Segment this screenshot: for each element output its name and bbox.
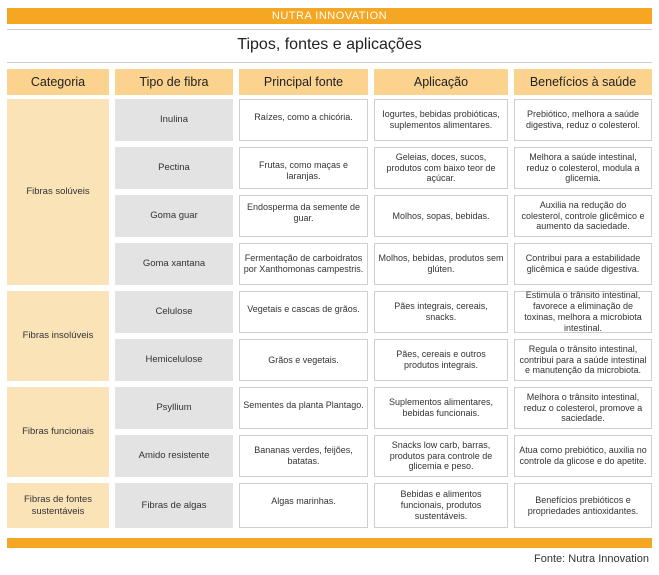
category-fibras-insoluveis: Fibras insolúveis [7, 291, 109, 381]
source-cell: Grãos e vegetais. [239, 339, 368, 381]
source-cell: Vegetais e cascas de grãos. [239, 291, 368, 333]
fiber-type-cell: Fibras de algas [115, 483, 233, 528]
source-cell: Frutas, como maças e laranjas. [239, 147, 368, 189]
fiber-type-cell: Goma xantana [115, 243, 233, 285]
source-cell: Sementes da planta Plantago. [239, 387, 368, 429]
category-fibras-sustentaveis: Fibras de fontes sustentáveis [7, 483, 109, 528]
fiber-type-cell: Celulose [115, 291, 233, 333]
header-beneficios: Benefícios à saúde [514, 69, 652, 95]
fiber-type-cell: Inulina [115, 99, 233, 141]
source-cell: Algas marinhas. [239, 483, 368, 528]
fiber-type-cell: Goma guar [115, 195, 233, 237]
benefits-cell: Prebiótico, melhora a saúde digestiva, reduz o colesterol. [514, 99, 652, 141]
footer-bar [7, 538, 652, 548]
application-cell: Pães integrais, cereais, snacks. [374, 291, 508, 333]
benefits-cell: Atua como prebiótico, auxilia no controle da glicose e do apetite. [514, 435, 652, 477]
header-categoria: Categoria [7, 69, 109, 95]
benefits-cell: Benefícios prebióticos e propriedades antioxidantes. [514, 483, 652, 528]
header-tipo-fibra: Tipo de fibra [115, 69, 233, 95]
brand-banner: NUTRA INNOVATION [7, 8, 652, 24]
fiber-type-cell: Amido resistente [115, 435, 233, 477]
application-cell: Suplementos alimentares, bebidas funcionais. [374, 387, 508, 429]
header-principal-fonte: Principal fonte [239, 69, 368, 95]
source-cell: Endosperma da semente de guar. [239, 195, 368, 237]
benefits-cell: Melhora a saúde intestinal, reduz o colesterol, modula a glicemia. [514, 147, 652, 189]
application-cell: Pães, cereais e outros produtos integrais. [374, 339, 508, 381]
application-cell: Bebidas e alimentos funcionais, produtos sustentáveis. [374, 483, 508, 528]
divider-title [7, 62, 652, 63]
fiber-type-cell: Pectina [115, 147, 233, 189]
fiber-type-cell: Psyllium [115, 387, 233, 429]
benefits-cell: Auxilia na redução do colesterol, controle glicêmico e aumento da saciedade. [514, 195, 652, 237]
source-cell: Raízes, como a chicória. [239, 99, 368, 141]
application-cell: Molhos, bebidas, produtos sem glúten. [374, 243, 508, 285]
divider-top [7, 29, 652, 30]
application-cell: Geleias, doces, sucos, produtos com baixo teor de açúcar. [374, 147, 508, 189]
benefits-cell: Estimula o trânsito intestinal, favorece a eliminação de toxinas, melhora a microbiota intestinal. [514, 291, 652, 333]
source-cell: Bananas verdes, feijões, batatas. [239, 435, 368, 477]
benefits-cell: Melhora o trânsito intestinal, reduz o colesterol, promove a saciedade. [514, 387, 652, 429]
category-fibras-funcionais: Fibras funcionais [7, 387, 109, 477]
application-cell: Iogurtes, bebidas probióticas, suplementos alimentares. [374, 99, 508, 141]
source-cell: Fermentação de carboidratos por Xanthomonas campestris. [239, 243, 368, 285]
application-cell: Molhos, sopas, bebidas. [374, 195, 508, 237]
fiber-type-cell: Hemicelulose [115, 339, 233, 381]
header-aplicacao: Aplicação [374, 69, 508, 95]
source-credit: Fonte: Nutra Innovation [534, 553, 649, 565]
benefits-cell: Regula o trânsito intestinal, contribui para a saúde intestinal e manutenção da microbiota. [514, 339, 652, 381]
benefits-cell: Contribui para a estabilidade glicêmica e saúde digestiva. [514, 243, 652, 285]
application-cell: Snacks low carb, barras, produtos para controle de glicemia e peso. [374, 435, 508, 477]
page-title: Tipos, fontes e aplicações [237, 36, 422, 53]
category-fibras-soluveis: Fibras solúveis [7, 99, 109, 285]
